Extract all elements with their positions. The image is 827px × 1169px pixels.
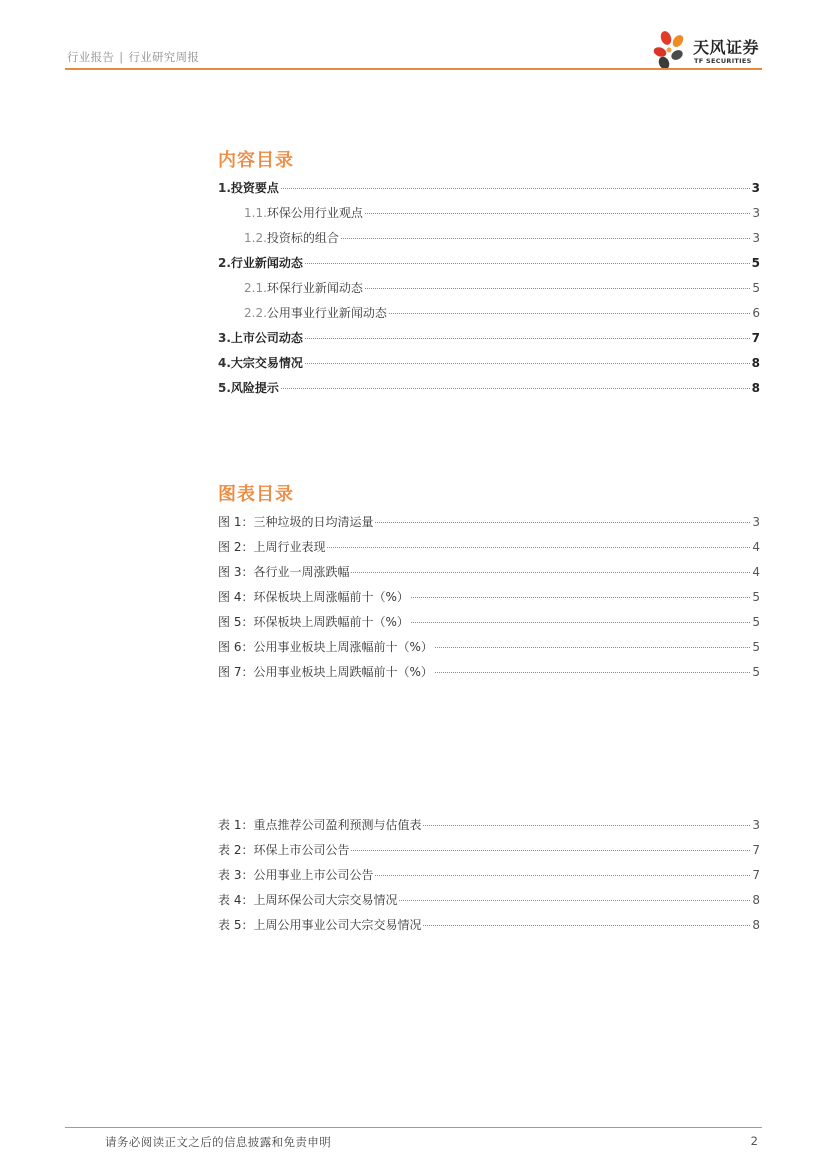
toc-entry-label: 环保行业新闻动态: [266, 281, 363, 295]
dot-leader: [423, 824, 750, 826]
dot-leader: [281, 187, 750, 189]
report-category: 行业报告: [67, 50, 115, 64]
table-entry-page: 8: [752, 918, 760, 932]
toc-entry-page: 8: [751, 356, 760, 370]
dot-leader: [411, 621, 750, 623]
toc-entry-number: 2.1.: [244, 281, 267, 295]
brand-petal-icon: [652, 28, 690, 72]
figure-entry-label: 图 3：各行业一周涨跌幅: [218, 565, 350, 579]
toc-entry-page: 3: [751, 181, 760, 195]
brand-name-en: TF SECURITIES: [694, 57, 752, 65]
dot-leader: [281, 387, 750, 389]
figure-entry-1[interactable]: [218, 513, 760, 531]
figure-entry-label: 图 5：环保板块上周跌幅前十（%）: [218, 615, 409, 629]
figure-entry-6[interactable]: [218, 638, 760, 656]
toc-entry-2-2[interactable]: [244, 304, 760, 322]
table-entry-label: 表 2：环保上市公司公告: [218, 843, 350, 857]
dot-leader: [351, 571, 750, 573]
toc-entry-number: 5.: [218, 381, 231, 395]
toc-entry-number: 4.: [218, 356, 231, 370]
toc-entry-1-2[interactable]: [244, 229, 760, 247]
table-entry-label: 表 3：公用事业上市公司公告: [218, 868, 374, 882]
figure-entry-label: 图 7：公用事业板块上周跌幅前十（%）: [218, 665, 433, 679]
toc-entry-label: 投资标的组合: [266, 231, 339, 245]
toc-entry-2-1[interactable]: [244, 279, 760, 297]
table-entry-3[interactable]: [218, 866, 760, 884]
dot-leader: [435, 671, 750, 673]
content-toc-title: 内容目录: [218, 150, 294, 171]
figure-entry-page: 4: [752, 565, 760, 579]
figure-entry-page: 5: [752, 590, 760, 604]
toc-entry-number: 1.: [218, 181, 231, 195]
toc-entry-4[interactable]: [218, 354, 760, 372]
dot-leader: [375, 521, 750, 523]
dot-leader: [375, 874, 750, 876]
dot-leader: [365, 287, 750, 289]
toc-entry-number: 1.2.: [244, 231, 267, 245]
table-entry-page: 7: [752, 843, 760, 857]
header-separator: |: [119, 50, 124, 64]
header-divider: [65, 68, 762, 70]
dot-leader: [399, 899, 750, 901]
dot-leader: [423, 924, 750, 926]
dot-leader: [411, 596, 750, 598]
toc-entry-number: 2.: [218, 256, 231, 270]
toc-entry-5[interactable]: [218, 379, 760, 397]
table-entry-page: 8: [752, 893, 760, 907]
toc-entry-3[interactable]: [218, 329, 760, 347]
figure-entry-page: 5: [752, 665, 760, 679]
footer-divider: [65, 1127, 762, 1128]
table-entry-1[interactable]: [218, 816, 760, 834]
figure-entry-label: 图 6：公用事业板块上周涨幅前十（%）: [218, 640, 433, 654]
figure-entry-page: 5: [752, 615, 760, 629]
table-entry-2[interactable]: [218, 841, 760, 859]
toc-entry-label: 环保公用行业观点: [266, 206, 363, 220]
dot-leader: [341, 237, 750, 239]
toc-entry-page: 8: [751, 381, 760, 395]
table-entry-5[interactable]: [218, 916, 760, 934]
toc-entry-1-1[interactable]: [244, 204, 760, 222]
toc-entry-number: 2.2.: [244, 306, 267, 320]
table-entry-4[interactable]: [218, 891, 760, 909]
figure-entry-2[interactable]: [218, 538, 760, 556]
dot-leader: [351, 849, 750, 851]
report-subcategory: 行业研究周报: [128, 50, 200, 64]
toc-entry-page: 7: [751, 331, 760, 345]
toc-entry-label: 上市公司动态: [230, 331, 303, 345]
page-number: 2: [750, 1134, 758, 1148]
figure-entry-5[interactable]: [218, 613, 760, 631]
toc-entry-page: 3: [752, 206, 760, 220]
dot-leader: [389, 312, 750, 314]
figure-entry-page: 5: [752, 640, 760, 654]
figure-entry-page: 3: [752, 515, 760, 529]
dot-leader: [305, 262, 750, 264]
dot-leader: [435, 646, 750, 648]
toc-entry-2[interactable]: [218, 254, 760, 272]
figure-entry-3[interactable]: [218, 563, 760, 581]
toc-entry-1[interactable]: [218, 179, 760, 197]
figure-entry-page: 4: [752, 540, 760, 554]
table-entry-label: 表 4：上周环保公司大宗交易情况: [218, 893, 398, 907]
figure-entry-4[interactable]: [218, 588, 760, 606]
footer-disclaimer: 请务必阅读正文之后的信息披露和免责申明: [105, 1135, 332, 1149]
toc-entry-number: 1.1.: [244, 206, 267, 220]
toc-entry-page: 3: [752, 231, 760, 245]
toc-entry-page: 5: [751, 256, 760, 270]
figure-toc-title: 图表目录: [218, 484, 294, 505]
table-entry-label: 表 1：重点推荐公司盈利预测与估值表: [218, 818, 422, 832]
toc-entry-page: 6: [752, 306, 760, 320]
table-entry-page: 7: [752, 868, 760, 882]
toc-entry-label: 行业新闻动态: [230, 256, 303, 270]
figure-entry-label: 图 4：环保板块上周涨幅前十（%）: [218, 590, 409, 604]
table-entry-page: 3: [752, 818, 760, 832]
toc-entry-label: 大宗交易情况: [230, 356, 303, 370]
report-category-header: [67, 49, 199, 65]
toc-entry-label: 投资要点: [230, 181, 279, 195]
toc-entry-label: 风险提示: [230, 381, 279, 395]
dot-leader: [365, 212, 750, 214]
table-entry-label: 表 5：上周公用事业公司大宗交易情况: [218, 918, 422, 932]
figure-entry-7[interactable]: [218, 663, 760, 681]
brand-logo: [652, 28, 764, 72]
toc-entry-page: 5: [752, 281, 760, 295]
toc-entry-number: 3.: [218, 331, 231, 345]
dot-leader: [327, 546, 750, 548]
dot-leader: [305, 362, 750, 364]
figure-entry-label: 图 1：三种垃圾的日均清运量: [218, 515, 374, 529]
brand-name-cn: 天风证券: [693, 38, 760, 57]
figure-entry-label: 图 2：上周行业表现: [218, 540, 326, 554]
toc-entry-label: 公用事业行业新闻动态: [266, 306, 387, 320]
dot-leader: [305, 337, 750, 339]
